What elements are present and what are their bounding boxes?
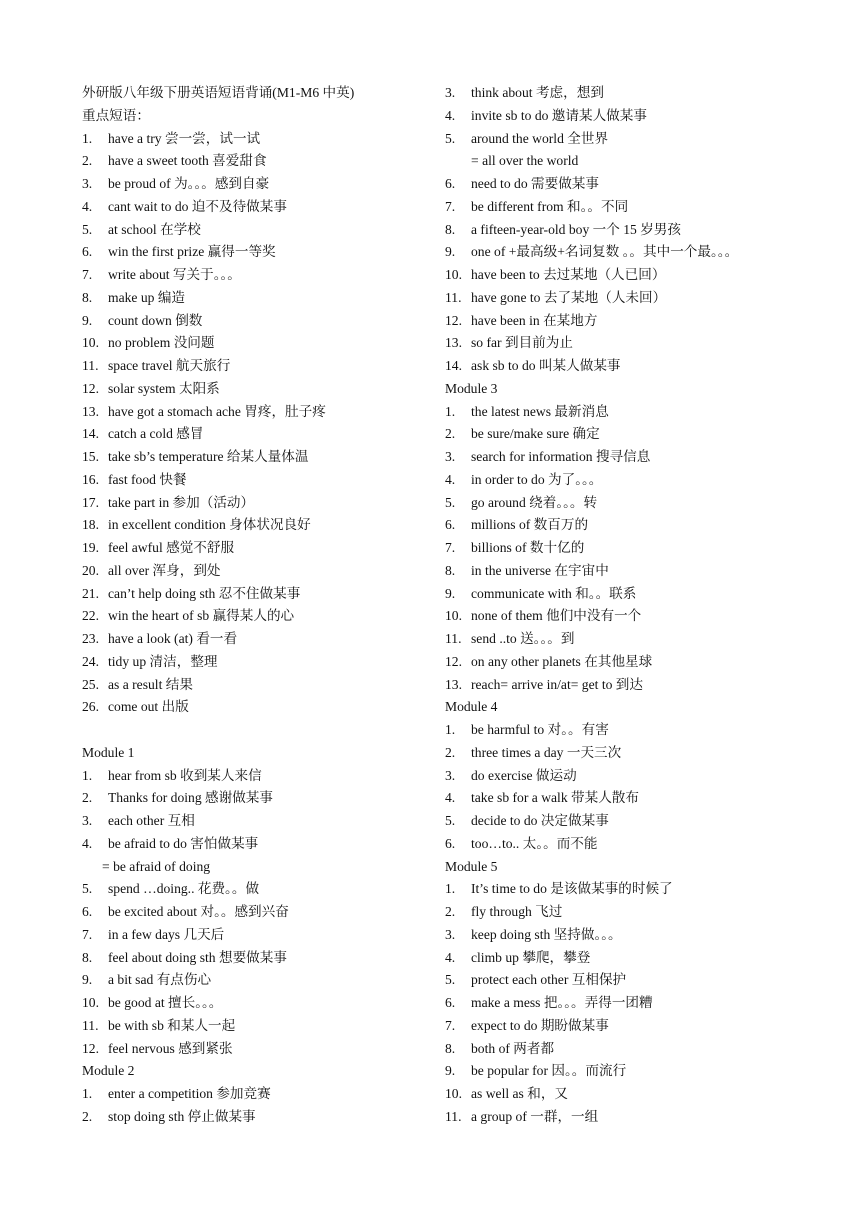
phrase-item xyxy=(82,150,427,173)
item-number: 7. xyxy=(82,267,93,282)
phrase-item xyxy=(82,628,427,651)
phrase-text: be afraid to do 害怕做某事 xyxy=(108,835,259,851)
phrase-text: millions of 数百万的 xyxy=(471,517,589,533)
phrase-text: win the first prize 赢得一等奖 xyxy=(108,244,276,260)
phrase-item xyxy=(445,878,855,901)
phrase-text: space travel 航天旅行 xyxy=(108,358,231,373)
phrase-item xyxy=(82,219,427,242)
phrase-text: be with sb 和某人一起 xyxy=(108,1017,236,1033)
phrase-item xyxy=(445,219,855,242)
item-number: 25. xyxy=(82,676,99,692)
phrase-text: a group of 一群，一组 xyxy=(471,1108,599,1124)
phrase-text: do exercise 做运动 xyxy=(471,767,577,783)
phrase-item xyxy=(445,583,855,606)
item-number: 8. xyxy=(82,949,93,965)
phrase-item xyxy=(445,992,855,1015)
phrase-text: as a result 结果 xyxy=(108,676,193,692)
phrase-text: be harmful to 对。。有害 xyxy=(471,722,609,737)
phrase-item xyxy=(82,765,427,788)
phrase-text: feel awful 感觉不舒服 xyxy=(108,540,235,555)
phrase-item xyxy=(82,469,427,492)
item-number: 10. xyxy=(445,608,462,624)
phrase-text: as well as 和，又 xyxy=(471,1086,569,1101)
phrase-text: protect each other 互相保护 xyxy=(471,972,627,988)
item-number: 1. xyxy=(445,403,456,419)
phrase-item xyxy=(82,1015,427,1038)
phrase-item xyxy=(82,583,427,606)
phrase-item xyxy=(445,1083,855,1106)
item-number: 7. xyxy=(445,540,456,555)
item-number: 23. xyxy=(82,631,99,646)
phrase-text: make a mess 把。。。弄得一团糟 xyxy=(471,995,653,1010)
phrase-item xyxy=(445,423,855,446)
item-number: 9. xyxy=(82,312,93,328)
item-number: 2. xyxy=(445,744,456,760)
phrase-item xyxy=(82,833,427,856)
phrase-item xyxy=(445,765,855,788)
phrase-item xyxy=(445,469,855,492)
phrase-item xyxy=(82,1083,427,1106)
phrase-item xyxy=(445,560,855,583)
item-number: 12. xyxy=(82,1040,99,1056)
phrase-text: have a sweet tooth 喜爱甜食 xyxy=(108,153,267,169)
phrase-text: all over 浑身，到处 xyxy=(108,562,221,578)
item-number: 2. xyxy=(445,904,456,919)
item-number: 16. xyxy=(82,471,99,487)
phrase-item xyxy=(445,332,855,355)
item-number: 6. xyxy=(445,835,456,851)
item-number: 1. xyxy=(445,881,456,897)
item-number: 20. xyxy=(82,562,99,578)
item-number: 8. xyxy=(445,1040,456,1056)
phrase-text: keep doing sth 坚持做。。。 xyxy=(471,926,622,942)
phrase-text: one of +最高级+名词复数 。。其中一个最。。。 xyxy=(471,244,739,260)
item-number: 7. xyxy=(445,198,456,214)
item-number: 26. xyxy=(82,699,99,715)
item-number: 1. xyxy=(82,1086,93,1101)
item-number: 17. xyxy=(82,494,99,510)
item-number: 5. xyxy=(445,130,456,146)
item-number: 11. xyxy=(445,1108,462,1124)
phrase-text: be sure/make sure 确定 xyxy=(471,426,600,442)
phrase-text: have a look (at) 看一看 xyxy=(108,631,238,646)
phrase-text: on any other planets 在其他星球 xyxy=(471,653,653,669)
phrase-item xyxy=(445,969,855,992)
phrase-text: need to do 需要做某事 xyxy=(471,176,599,191)
item-number: 12. xyxy=(445,653,462,669)
section-heading: Module 3 xyxy=(445,380,498,396)
blank-line xyxy=(82,719,427,742)
right-column xyxy=(445,82,855,1129)
item-number: 6. xyxy=(445,995,456,1010)
phrase-item xyxy=(82,1038,427,1061)
item-number: 6. xyxy=(82,244,93,260)
phrase-text: be different from 和。。不同 xyxy=(471,198,629,214)
phrase-text: around the world 全世界 xyxy=(471,130,609,146)
item-number: 3. xyxy=(445,767,456,783)
item-number: 2. xyxy=(82,1108,93,1124)
item-number: 9. xyxy=(445,244,456,260)
item-number: 2. xyxy=(82,153,93,169)
phrase-item xyxy=(82,651,427,674)
phrase-item xyxy=(82,173,427,196)
phrase-item xyxy=(82,969,427,992)
phrase-continuation: = be afraid of doing xyxy=(102,858,211,874)
phrase-item xyxy=(445,514,855,537)
phrase-text: think about 考虑，想到 xyxy=(471,85,604,100)
section-heading: 外研版八年级下册英语短语背诵(M1-M6 中英) xyxy=(82,85,355,100)
phrase-text: make up 编造 xyxy=(108,289,186,305)
phrase-item xyxy=(82,492,427,515)
phrase-item xyxy=(82,787,427,810)
phrase-item xyxy=(82,924,427,947)
phrase-item xyxy=(445,264,855,287)
phrase-item xyxy=(82,947,427,970)
phrase-text: feel nervous 感到紧张 xyxy=(108,1040,233,1056)
phrase-text: fly through 飞过 xyxy=(471,904,563,919)
phrase-text: a bit sad 有点伤心 xyxy=(108,972,212,988)
item-number: 7. xyxy=(445,1017,456,1033)
phrase-item xyxy=(445,719,855,742)
item-number: 19. xyxy=(82,540,99,555)
item-number: 6. xyxy=(445,517,456,533)
phrase-text: take sb for a walk 带某人散布 xyxy=(471,790,639,806)
phrase-text: have gone to 去了某地（人未回） xyxy=(471,289,667,305)
item-number: 5. xyxy=(445,972,456,988)
phrase-item xyxy=(445,105,855,128)
phrase-text: send ..to 送。。。到 xyxy=(471,631,575,646)
phrase-text: come out 出版 xyxy=(108,699,189,715)
item-number: 24. xyxy=(82,653,99,669)
item-number: 9. xyxy=(445,585,456,601)
phrase-text: each other 互相 xyxy=(108,813,195,828)
item-number: 14. xyxy=(82,426,99,442)
item-number: 10. xyxy=(445,1086,462,1101)
phrase-item xyxy=(445,537,855,560)
phrase-item xyxy=(445,674,855,697)
phrase-item xyxy=(445,196,855,219)
phrase-item xyxy=(445,401,855,424)
phrase-item xyxy=(82,378,427,401)
phrase-text: search for information 搜寻信息 xyxy=(471,449,651,464)
phrase-item xyxy=(82,196,427,219)
phrase-text: climb up 攀爬，攀登 xyxy=(471,949,591,965)
item-number: 2. xyxy=(445,426,456,442)
phrase-item xyxy=(82,674,427,697)
phrase-item xyxy=(445,1106,855,1129)
phrase-item xyxy=(82,332,427,355)
phrase-item xyxy=(445,742,855,765)
item-number: 2. xyxy=(82,790,93,806)
phrase-item xyxy=(82,310,427,333)
phrase-text: reach= arrive in/at= get to 到达 xyxy=(471,676,643,692)
phrase-text: expect to do 期盼做某事 xyxy=(471,1017,609,1033)
phrase-item xyxy=(445,833,855,856)
phrase-text: hear from sb 收到某人来信 xyxy=(108,767,262,783)
item-number: 5. xyxy=(82,881,93,897)
item-number: 3. xyxy=(445,85,456,100)
item-number: 10. xyxy=(82,995,99,1010)
item-number: 12. xyxy=(445,312,462,328)
phrase-text: so far 到目前为止 xyxy=(471,335,573,351)
phrase-text: write about 写关于。。。 xyxy=(108,267,241,282)
phrase-item xyxy=(445,1038,855,1061)
phrase-text: in the universe 在宇宙中 xyxy=(471,562,609,578)
phrase-item xyxy=(445,82,855,105)
phrase-item xyxy=(445,492,855,515)
phrase-text: have been to 去过某地（人已回） xyxy=(471,267,666,282)
item-number: 9. xyxy=(82,972,93,988)
item-number: 10. xyxy=(445,267,462,282)
phrase-text: be proud of 为。。。感到自豪 xyxy=(108,176,270,191)
phrase-item xyxy=(82,1106,427,1129)
item-number: 7. xyxy=(82,926,93,942)
phrase-text: at school 在学校 xyxy=(108,221,201,237)
phrase-text: It’s time to do 是该做某事的时候了 xyxy=(471,881,673,897)
phrase-text: a fifteen-year-old boy 一个 15 岁男孩 xyxy=(471,221,681,237)
phrase-item xyxy=(82,560,427,583)
item-number: 3. xyxy=(445,449,456,464)
phrase-item xyxy=(445,241,855,264)
item-number: 13. xyxy=(82,403,99,419)
phrase-text: be popular for 因。。而流行 xyxy=(471,1063,627,1079)
item-number: 4. xyxy=(445,790,456,806)
item-number: 4. xyxy=(82,198,93,214)
item-number: 9. xyxy=(445,1063,456,1079)
phrase-continuation: = all over the world xyxy=(471,153,579,169)
phrase-text: be good at 擅长。。。 xyxy=(108,995,223,1010)
phrase-item xyxy=(82,605,427,628)
item-number: 6. xyxy=(82,904,93,919)
phrase-item xyxy=(445,787,855,810)
phrase-item xyxy=(445,1015,855,1038)
phrase-text: both of 两者都 xyxy=(471,1040,555,1056)
phrase-item xyxy=(445,810,855,833)
phrase-text: in a few days 几天后 xyxy=(108,926,225,942)
phrase-item xyxy=(82,537,427,560)
section-heading: Module 2 xyxy=(82,1063,135,1079)
phrase-item xyxy=(445,355,855,378)
phrase-text: have got a stomach ache 胃疼，肚子疼 xyxy=(108,403,326,419)
item-number: 3. xyxy=(445,926,456,942)
item-number: 13. xyxy=(445,335,462,351)
item-number: 8. xyxy=(445,221,456,237)
phrase-item xyxy=(445,128,855,151)
item-number: 1. xyxy=(82,767,93,783)
phrase-item xyxy=(82,287,427,310)
item-number: 4. xyxy=(82,835,93,851)
phrase-text: solar system 太阳系 xyxy=(108,380,220,396)
phrase-text: spend …doing.. 花费。。做 xyxy=(108,881,260,897)
phrase-item xyxy=(445,651,855,674)
phrase-text: stop doing sth 停止做某事 xyxy=(108,1108,256,1124)
phrase-text: Thanks for doing 感谢做某事 xyxy=(108,790,273,806)
item-number: 13. xyxy=(445,676,462,692)
item-number: 4. xyxy=(445,471,456,487)
phrase-text: be excited about 对。。感到兴奋 xyxy=(108,904,289,919)
phrase-item xyxy=(445,901,855,924)
item-number: 11. xyxy=(82,358,99,373)
item-number: 21. xyxy=(82,585,99,601)
phrase-item xyxy=(82,446,427,469)
phrase-text: too…to.. 太。。而不能 xyxy=(471,835,598,851)
phrase-text: communicate with 和。。联系 xyxy=(471,585,637,601)
phrase-item xyxy=(82,423,427,446)
phrase-text: cant wait to do 迫不及待做某事 xyxy=(108,198,287,214)
phrase-item xyxy=(445,1060,855,1083)
phrase-item xyxy=(445,446,855,469)
phrase-item xyxy=(445,924,855,947)
item-number: 10. xyxy=(82,335,99,351)
phrase-item xyxy=(82,241,427,264)
phrase-item xyxy=(82,355,427,378)
item-number: 11. xyxy=(445,289,462,305)
phrase-text: win the heart of sb 赢得某人的心 xyxy=(108,608,295,624)
phrase-text: catch a cold 感冒 xyxy=(108,426,204,442)
phrase-text: three times a day 一天三次 xyxy=(471,744,622,760)
phrase-text: go around 绕着。。。转 xyxy=(471,494,598,510)
section-heading: Module 1 xyxy=(82,744,135,760)
item-number: 15. xyxy=(82,449,99,464)
section-heading: Module 5 xyxy=(445,858,498,874)
phrase-item xyxy=(82,514,427,537)
phrase-text: can’t help doing sth 忍不住做某事 xyxy=(108,585,301,601)
item-number: 1. xyxy=(445,722,456,737)
item-number: 5. xyxy=(445,813,456,828)
section-heading: Module 4 xyxy=(445,699,498,715)
phrase-text: fast food 快餐 xyxy=(108,471,187,487)
phrase-item xyxy=(445,173,855,196)
phrase-text: billions of 数十亿的 xyxy=(471,540,585,555)
item-number: 4. xyxy=(445,949,456,965)
phrase-item xyxy=(445,628,855,651)
item-number: 5. xyxy=(82,221,93,237)
phrase-item xyxy=(82,128,427,151)
phrase-item xyxy=(445,287,855,310)
phrase-text: have been in 在某地方 xyxy=(471,312,598,328)
item-number: 11. xyxy=(82,1017,99,1033)
item-number: 14. xyxy=(445,358,462,373)
phrase-item xyxy=(82,264,427,287)
section-heading: 重点短语： xyxy=(82,107,150,123)
phrase-text: take sb’s temperature 给某人量体温 xyxy=(108,449,309,464)
phrase-text: in excellent condition 身体状况良好 xyxy=(108,517,311,533)
phrase-item xyxy=(82,401,427,424)
phrase-text: have a try 尝一尝，试一试 xyxy=(108,130,261,146)
phrase-item xyxy=(82,810,427,833)
phrase-item xyxy=(82,696,427,719)
phrase-item xyxy=(82,901,427,924)
left-column xyxy=(82,82,427,1129)
phrase-item xyxy=(445,310,855,333)
phrase-text: the latest news 最新消息 xyxy=(471,403,609,419)
phrase-text: count down 倒数 xyxy=(108,312,203,328)
item-number: 3. xyxy=(82,176,93,191)
item-number: 8. xyxy=(445,562,456,578)
phrase-text: in order to do 为了。。。 xyxy=(471,471,603,487)
item-number: 11. xyxy=(445,631,462,646)
phrase-item xyxy=(82,992,427,1015)
item-number: 18. xyxy=(82,517,99,533)
phrase-text: no problem 没问题 xyxy=(108,335,215,351)
phrase-item xyxy=(82,878,427,901)
phrase-text: invite sb to do 邀请某人做某事 xyxy=(471,107,647,123)
item-number: 8. xyxy=(82,289,93,305)
phrase-text: decide to do 决定做某事 xyxy=(471,813,609,828)
phrase-text: tidy up 清洁，整理 xyxy=(108,653,218,669)
phrase-item xyxy=(445,947,855,970)
phrase-text: ask sb to do 叫某人做某事 xyxy=(471,358,621,373)
item-number: 22. xyxy=(82,608,99,624)
item-number: 4. xyxy=(445,107,456,123)
phrase-text: feel about doing sth 想要做某事 xyxy=(108,949,287,965)
phrase-text: enter a competition 参加竞赛 xyxy=(108,1086,271,1101)
phrase-text: take part in 参加（活动） xyxy=(108,494,255,510)
phrase-text: none of them 他们中没有一个 xyxy=(471,608,642,624)
item-number: 6. xyxy=(445,176,456,191)
phrase-item xyxy=(445,605,855,628)
item-number: 3. xyxy=(82,813,93,828)
item-number: 1. xyxy=(82,130,93,146)
item-number: 5. xyxy=(445,494,456,510)
item-number: 12. xyxy=(82,380,99,396)
